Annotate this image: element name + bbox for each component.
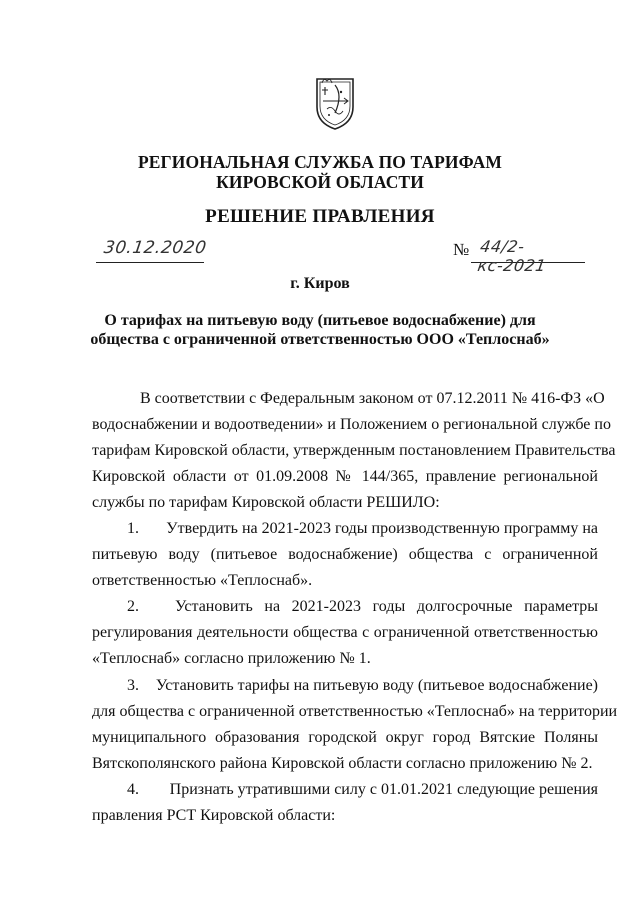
body-line: службы по тарифам Кировской области РЕШИЛО: [92, 494, 440, 511]
body-line: Вятскополянского района Кировской области согласно приложению № 2. [92, 755, 593, 772]
city: г. Киров [290, 275, 350, 292]
body-line: тарифам Кировской области, утвержденным постановлением Правительства [92, 442, 616, 459]
body-line: водоснабжении и водоотведении» и Положением о региональной службе по [92, 416, 611, 433]
body-line: правления РСТ Кировской области: [92, 807, 336, 824]
body-line: Признать утратившими силу с 01.01.2021 следующие решения [169, 781, 598, 798]
coat-of-arms-icon [313, 73, 357, 131]
list-item-first-line [127, 596, 598, 618]
body-line: Установить на 2021-2023 годы долгосрочные параметры [175, 598, 598, 615]
body-line: для общества с ограниченной ответственностью «Теплоснаб» на территории [92, 703, 618, 720]
organization-name-line1: РЕГИОНАЛЬНАЯ СЛУЖБА ПО ТАРИФАМ [137, 152, 502, 172]
item-number: 2. [127, 598, 139, 615]
item-number: 3. [127, 677, 139, 694]
body-line: муниципального образования городской округ город Вятские Поляны [92, 729, 598, 746]
body-line: ответственностью «Теплоснаб». [92, 572, 313, 589]
document-date [96, 236, 208, 263]
organization-name-line2: КИРОВСКОЙ ОБЛАСТИ [216, 172, 424, 192]
subject-line2: общества с ограниченной ответственностью ООО «Теплоснаб» [90, 331, 550, 348]
body-line: В соответствии с Федеральным законом от 07.12.2011 № 416-ФЗ «О [140, 390, 605, 407]
item-number: 4. [127, 781, 139, 798]
subject-line1: О тарифах на питьевую воду (питьевое водоснабжение) для [104, 312, 536, 329]
list-item-first-line [127, 518, 598, 540]
number-sign: № [453, 240, 470, 259]
document-number [453, 237, 585, 275]
list-item-first-line [127, 675, 598, 697]
body-line: Утвердить на 2021-2023 годы производственную программу на [166, 520, 598, 537]
document-title: РЕШЕНИЕ ПРАВЛЕНИЯ [205, 206, 435, 227]
number-value: 44/2-кс-2021 [476, 237, 548, 275]
list-item-first-line [127, 779, 598, 801]
date-value: 30.12.2020 [102, 238, 208, 258]
item-number: 1. [127, 520, 139, 537]
body-line: «Теплоснаб» согласно приложению № 1. [92, 650, 371, 667]
body-line: питьевую воду (питьевое водоснабжение) общества с ограниченной [92, 546, 598, 563]
body-line: Кировской области от 01.09.2008 № 144/365, правление региональной [92, 468, 598, 485]
body-line: Установить тарифы на питьевую воду (питьевое водоснабжение) [155, 677, 598, 694]
body-line: регулирования деятельности общества с ограниченной ответственностью [92, 624, 598, 641]
